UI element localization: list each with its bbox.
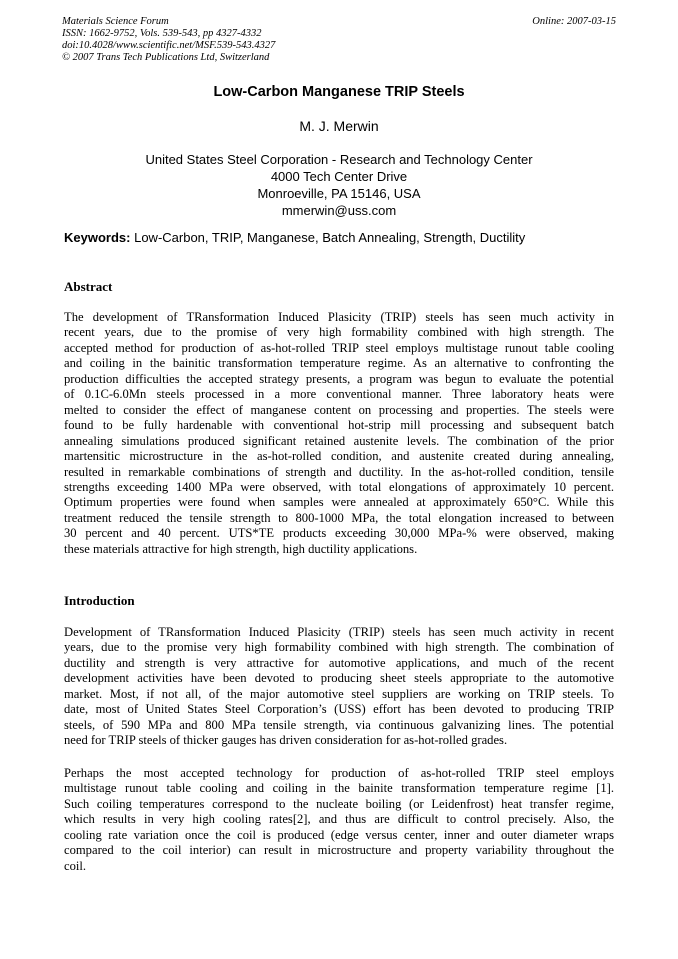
keywords-label: Keywords: bbox=[64, 230, 131, 245]
text-line: cooling rate variation once the coil is produced (edge versus center, inner and outer diameter wraps bbox=[64, 827, 614, 842]
journal-issn: ISSN: 1662-9752, Vols. 539-543, pp 4327-4332 bbox=[62, 28, 262, 39]
abstract-body bbox=[64, 310, 614, 557]
text-line: 30 percent and 40 percent. UTS*TE products exceeding 30,000 MPa-% were observed, making bbox=[64, 526, 614, 541]
journal-copyright: © 2007 Trans Tech Publications Ltd, Switzerland bbox=[62, 52, 270, 63]
text-line: compared to the coil interior) can result in microstructure and property variability throughout the bbox=[64, 843, 614, 858]
text-line: recent years, due to the promise of very high formability combined with high strength. The bbox=[64, 325, 614, 340]
text-line: strengths exceeding 1400 MPa were observed, with total elongations of approximately 10 percent. bbox=[64, 479, 614, 494]
paper-author: M. J. Merwin bbox=[299, 118, 379, 134]
text-line: years, due to the promise very high formability combined with high strength. The combination of bbox=[64, 640, 614, 655]
text-line: steels, of 590 MPa and 800 MPa tensile strength, via continuous galvanizing lines. The potential bbox=[64, 717, 614, 732]
text-line: need for TRIP steels of thicker gauges has driven consideration for as-hot-rolled grades. bbox=[64, 733, 508, 748]
text-line: these materials attractive for high strength, high ductility applications. bbox=[64, 541, 418, 556]
author-affiliation bbox=[0, 151, 678, 219]
text-line: ductility and strength is very attractive for automotive applications, and much of the recent bbox=[64, 655, 614, 670]
author-email: mmerwin@uss.com bbox=[281, 203, 397, 218]
affiliation-city: Monroeville, PA 15146, USA bbox=[257, 186, 421, 201]
text-line: martensitic microstructure in the as-hot-rolled condition, and austenite created during annealing, bbox=[64, 449, 614, 464]
text-line: treatment reduced the tensile strength to 800-1000 MPa, the total elongation increased to between bbox=[64, 510, 614, 525]
journal-doi: doi:10.4028/www.scientific.net/MSF.539-543.4327 bbox=[62, 40, 276, 51]
introduction-paragraph-1 bbox=[64, 625, 614, 749]
text-line: resulted in remarkable combinations of strength and ductility. In the as-hot-rolled condition, tensile bbox=[64, 464, 614, 479]
text-line: and coiling in the bainitic transformation temperature regime. As an alternative to confronting the bbox=[64, 356, 614, 371]
introduction-paragraph-2 bbox=[64, 766, 614, 874]
abstract-heading: Abstract bbox=[64, 279, 113, 294]
text-line: development activities have been devoted to producing sheet steels appropriate to the automotive bbox=[64, 671, 614, 686]
text-line: Perhaps the most accepted technology for production of as-hot-rolled TRIP steel employs bbox=[64, 766, 614, 780]
text-line: accepted method for production of as-hot-rolled TRIP steel employs multistage runout table cooling bbox=[64, 340, 614, 355]
text-line: date, most of United States Steel Corporation’s (USS) effort has been devoted to producing TRIP bbox=[64, 702, 614, 717]
journal-header bbox=[62, 16, 616, 64]
introduction-heading: Introduction bbox=[64, 593, 135, 608]
text-line: melted to consider the effect of manganese content on processing and properties. The steels were bbox=[64, 402, 614, 417]
text-line: annealing simulations produced significant retained austenite levels. The combination of the prior bbox=[64, 433, 614, 448]
text-line: which results in very high cooling rates[2], and thus are difficult to control precisely. Also, the bbox=[64, 812, 614, 827]
affiliation-street: 4000 Tech Center Drive bbox=[270, 169, 408, 184]
journal-name: Materials Science Forum bbox=[62, 16, 169, 27]
paper-title: Low-Carbon Manganese TRIP Steels bbox=[213, 84, 465, 100]
text-line: Such coiling temperatures correspond to the nucleate boiling (or Leidenfrost) heat transfer regime, bbox=[64, 796, 614, 811]
keywords-list: Low-Carbon, TRIP, Manganese, Batch Annealing, Strength, Ductility bbox=[134, 230, 526, 245]
text-line: market. Most, if not all, of the major automotive steel suppliers are working on TRIP steels. To bbox=[64, 686, 614, 701]
text-line: Development of TRansformation Induced Plasicity (TRIP) steels has seen much activity in recent bbox=[64, 625, 614, 639]
text-line: of 0.1C-6.0Mn steels processed in a more conventional manner. Three laboratory heats were bbox=[64, 387, 614, 402]
online-date: Online: 2007-03-15 bbox=[532, 16, 616, 27]
text-line: coil. bbox=[64, 858, 87, 873]
text-line: Optimum properties were found when samples were annealed at approximately 650°C. While this bbox=[64, 495, 614, 510]
affiliation-org: United States Steel Corporation - Research and Technology Center bbox=[145, 152, 533, 167]
keywords bbox=[64, 230, 624, 245]
text-line: multistage runout table cooling and coiling in the bainite transformation temperature regime [1]. bbox=[64, 781, 614, 796]
text-line: The development of TRansformation Induced Plasicity (TRIP) steels has seen much activity in bbox=[64, 310, 614, 324]
text-line: found to be fully hardenable with conventional hot-strip mill processing and subsequent batch bbox=[64, 418, 614, 433]
text-line: production difficulties the accepted strategy presents, a program was begun to evaluate the potential bbox=[64, 371, 614, 386]
